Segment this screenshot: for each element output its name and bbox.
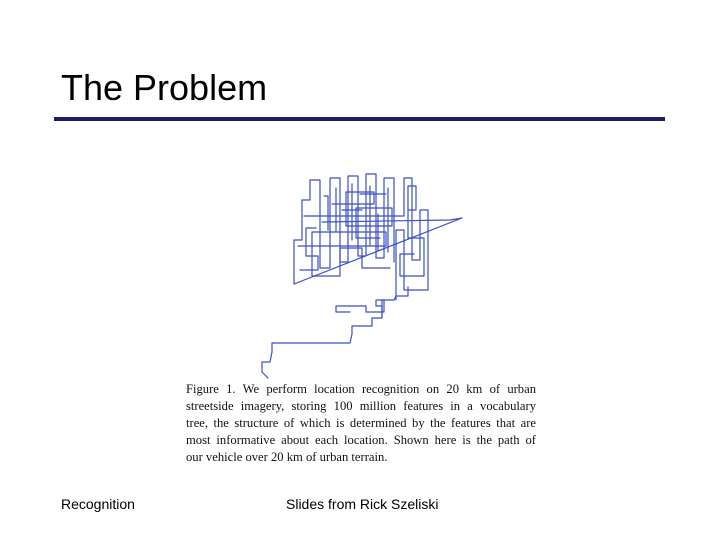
caption-line: streetside imagery, storing 100 million features in a vocabulary bbox=[186, 399, 536, 413]
caption-line: Figure 1. We perform location recognition on 20 km of urban bbox=[186, 382, 536, 396]
path-link bbox=[382, 287, 408, 318]
footer-section-label: Recognition bbox=[61, 496, 135, 512]
caption-line: most informative about each location. Shown here is the path of bbox=[186, 433, 536, 447]
vehicle-path-figure bbox=[250, 170, 480, 380]
title-underline bbox=[54, 117, 665, 121]
caption-line: our vehicle over 20 km of urban terrain. bbox=[186, 450, 388, 464]
path-trail bbox=[262, 300, 384, 378]
path-grid-d bbox=[332, 192, 392, 238]
footer-credit: Slides from Rick Szeliski bbox=[286, 496, 439, 512]
slide-title: The Problem bbox=[61, 67, 268, 108]
caption-line: tree, the structure of which is determined by the features that are bbox=[186, 416, 536, 430]
path-grid-e bbox=[300, 228, 318, 270]
figure-caption bbox=[186, 381, 536, 466]
